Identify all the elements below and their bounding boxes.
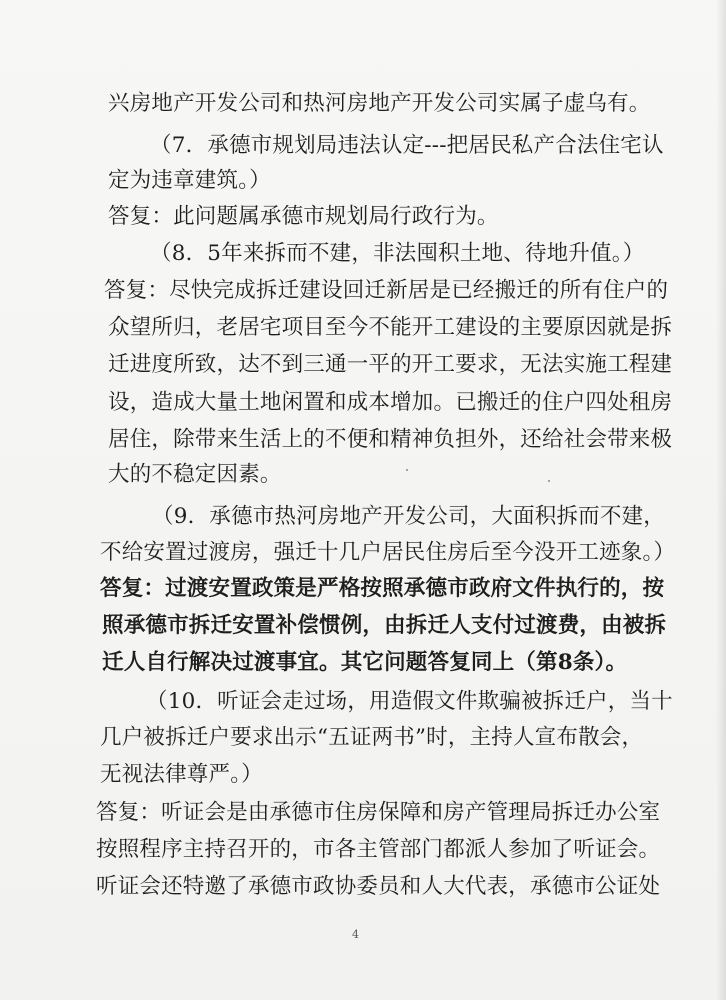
- text-line-19: 无视法律尊严。）: [100, 762, 263, 787]
- scan-speck: [406, 469, 408, 471]
- text-line-7: 众望所归，老居宅项目至今不能开工建设的主要原因就是拆: [108, 315, 673, 340]
- text-line-9: 设，造成大量土地闲置和成本增加。已搬迁的住户四处租房: [108, 390, 673, 415]
- text-line-6: 答复：尽快完成拆迁建设回迁新居是已经搬迁的所有住户的: [104, 278, 669, 303]
- text-line-11: 大的不稳定因素。: [108, 462, 282, 487]
- text-line-20: 答复：听证会是由承德市住房保障和房产管理局拆迁办公室: [96, 800, 661, 825]
- scan-speck: [548, 480, 550, 482]
- text-line-2: （7．承德市规划局违法认定---把居民私产合法住宅认: [150, 133, 664, 158]
- text-line-12: （9．承德市热河房地产开发公司，大面积拆而不建，: [152, 504, 665, 529]
- text-line-16: 迁人自行解决过渡事宜。其它问题答复同上（第8条）。: [102, 650, 628, 675]
- page-number: 4: [352, 928, 359, 941]
- text-line-1: 兴房地产开发公司和热河房地产开发公司实属子虚乌有。: [108, 91, 651, 116]
- text-line-15: 照承德市拆迁安置补偿惯例，由拆迁人支付过渡费，由被拆: [102, 613, 667, 638]
- text-line-18: 几户被拆迁户要求出示“五证两书”时，主持人宣布散会，: [100, 725, 644, 750]
- text-line-5: （8．5年来拆而不建，非法囤积土地、待地升值。）: [150, 241, 645, 266]
- text-line-17: （10．听证会走过场，用造假文件欺骗被拆迁户，当十: [146, 689, 673, 714]
- text-line-3: 定为违章建筑。）: [108, 168, 271, 193]
- text-line-8: 迁进度所致，达不到三通一平的开工要求，无法实施工程建: [108, 352, 673, 377]
- text-line-22: 听证会还特邀了承德市政协委员和人大代表，承德市公证处: [96, 874, 661, 899]
- text-line-4: 答复：此问题属承德市规划局行政行为。: [108, 204, 499, 229]
- text-line-14: 答复：过渡安置政策是严格按照承德市政府文件执行的，按: [100, 576, 665, 601]
- page-edge-shadow: [716, 0, 726, 1000]
- text-line-21: 按照程序主持召开的，市各主管部门都派人参加了听证会。: [96, 837, 661, 862]
- text-line-13: 不给安置过渡房，强迁十几户居民住房后至今没开工迹象。）: [100, 540, 676, 565]
- text-line-10: 居住，除带来生活上的不便和精神负担外，还给社会带来极: [108, 427, 673, 452]
